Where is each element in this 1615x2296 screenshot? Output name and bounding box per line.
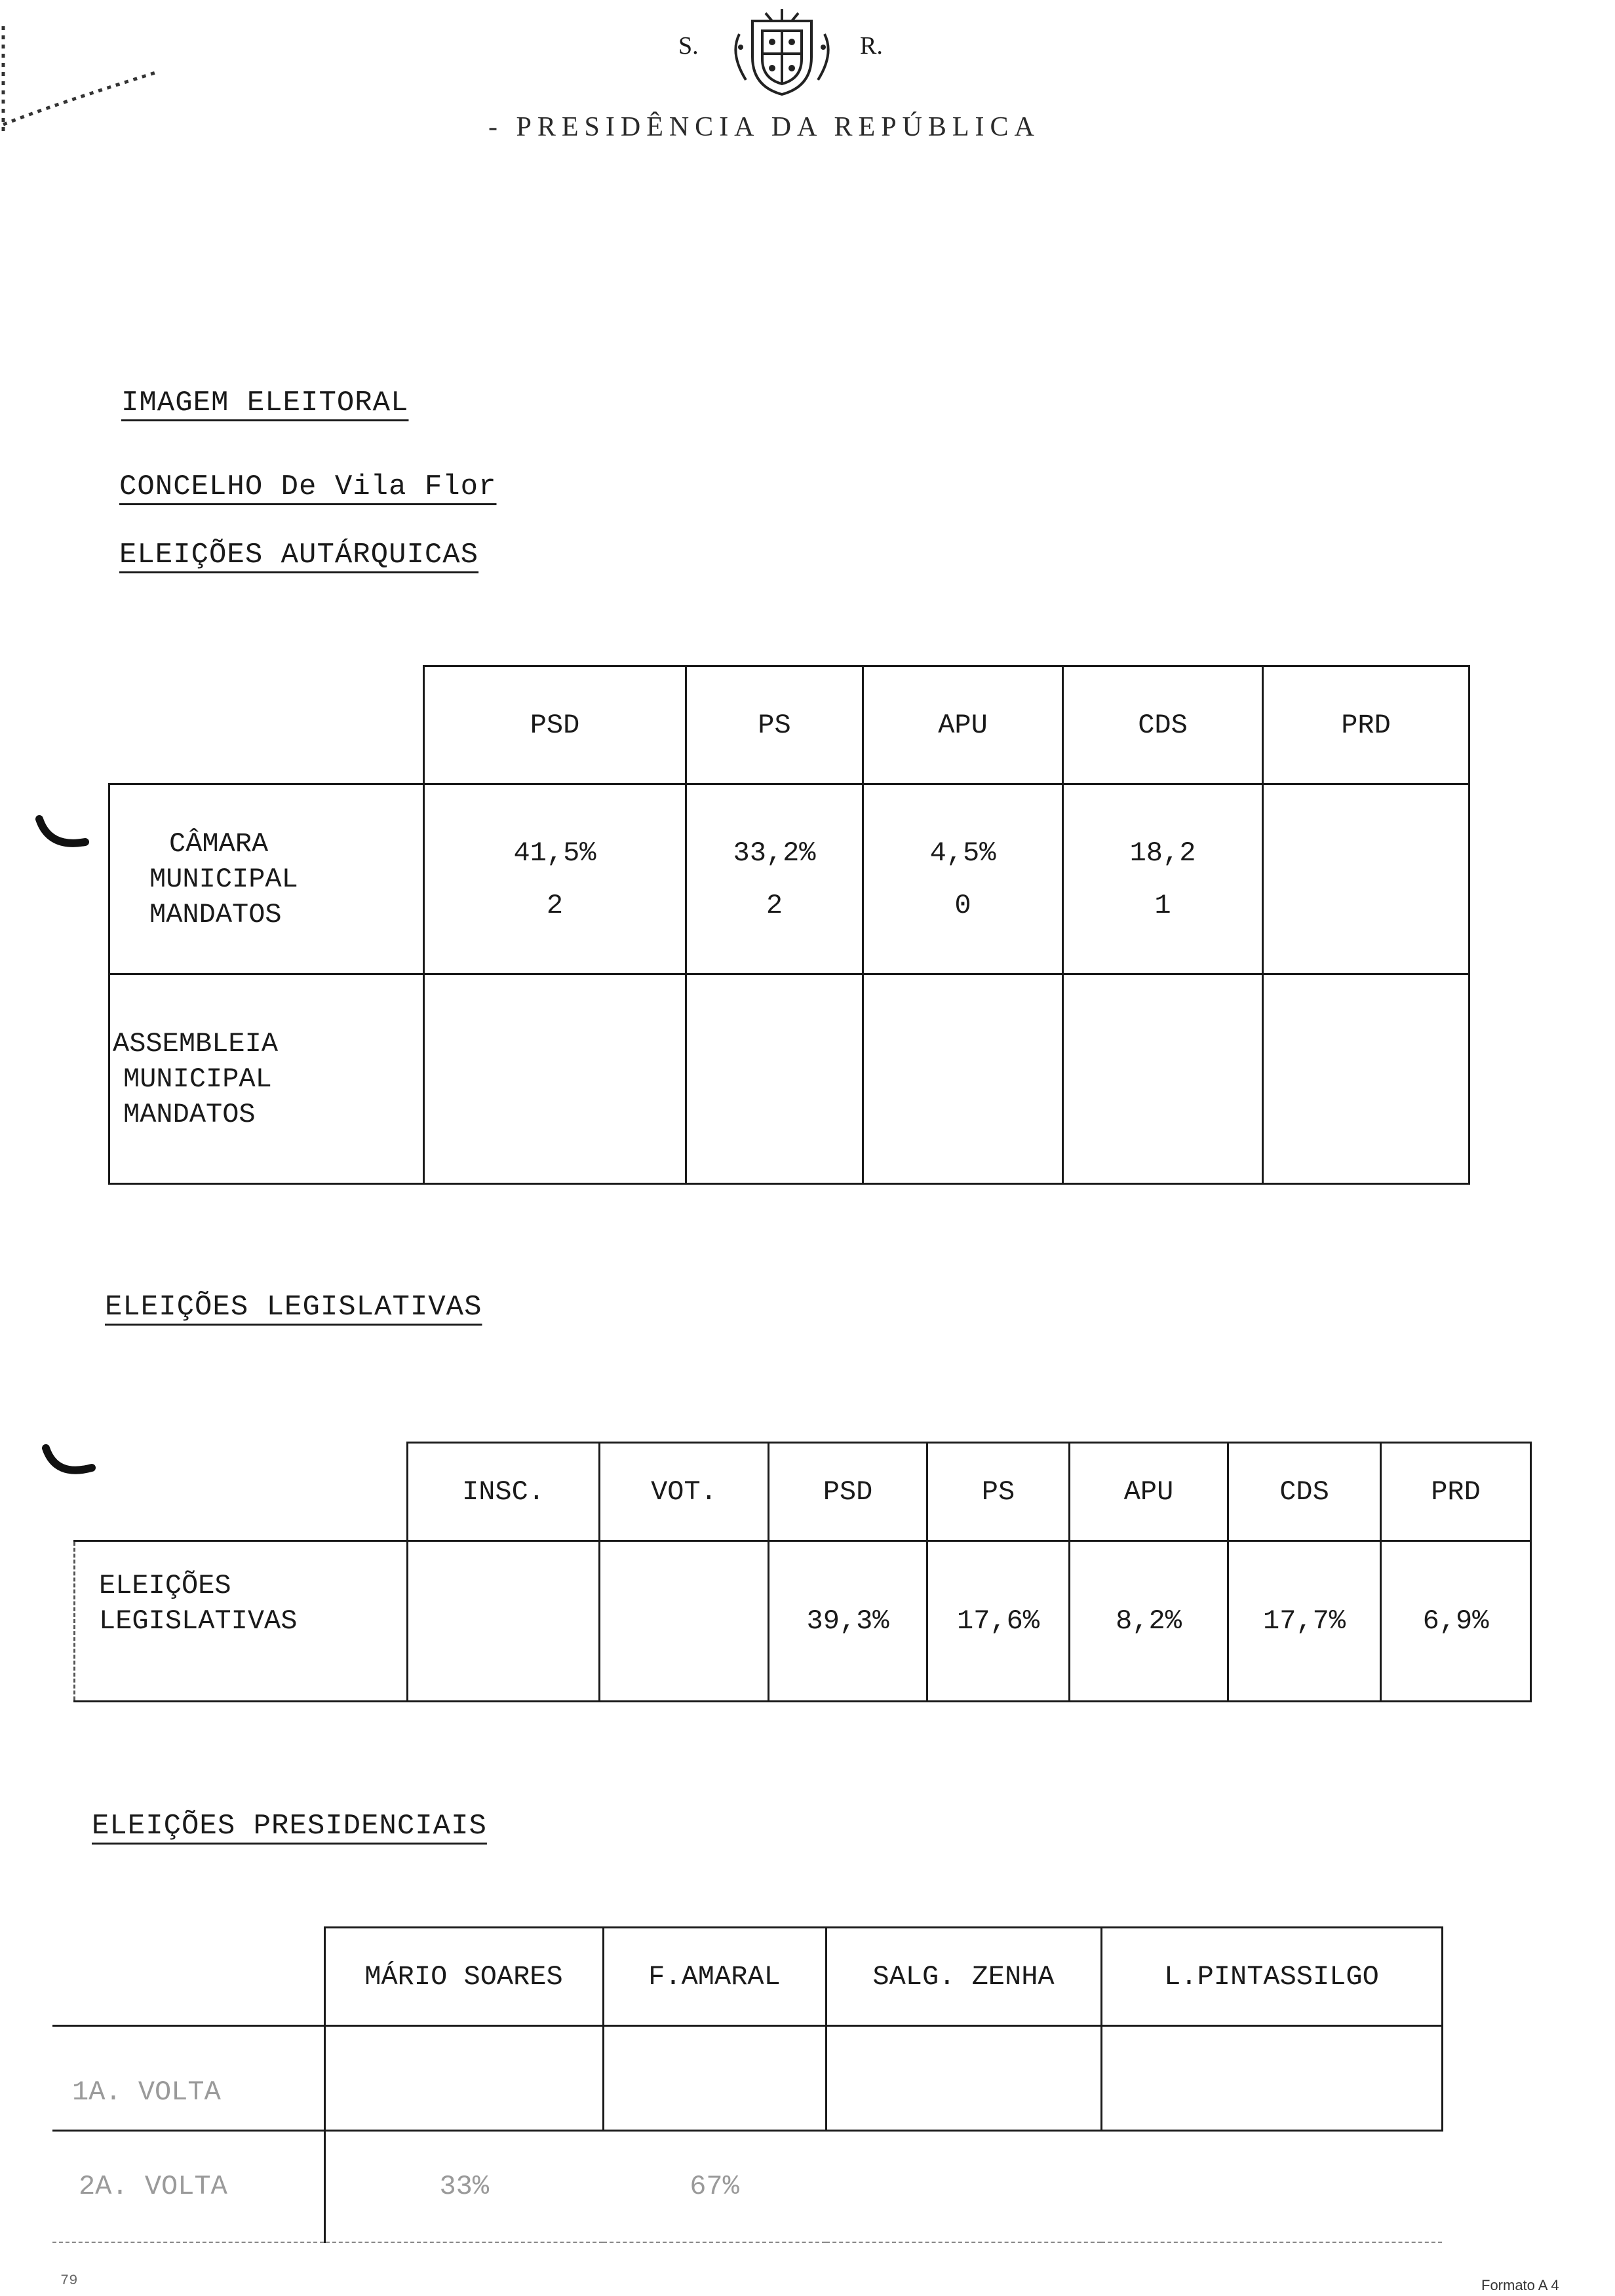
- column-header: PSD: [424, 666, 686, 784]
- letterhead-right-letter: R.: [860, 32, 883, 60]
- column-header: PS: [686, 666, 863, 784]
- letterhead-left-letter: S.: [678, 32, 699, 60]
- autarquicas-header-row: [109, 666, 1469, 784]
- table-cell: 6,9%: [1381, 1541, 1531, 1702]
- presidenciais-table: [52, 1926, 1443, 2243]
- autarquicas-heading: ELEIÇÕES AUTÁRQUICAS: [119, 539, 479, 571]
- column-header: F.AMARAL: [603, 1928, 826, 2026]
- table-cell: [408, 1541, 600, 1702]
- row-label: ASSEMBLEIA MUNICIPAL MANDATOS: [109, 974, 424, 1184]
- table-cell: [826, 2131, 1101, 2242]
- table-cell: [1263, 784, 1469, 974]
- column-header: L.PINTASSILGO: [1101, 1928, 1442, 2026]
- column-header: PSD: [769, 1443, 927, 1541]
- table-row: [109, 974, 1469, 1184]
- column-header: CDS: [1228, 1443, 1381, 1541]
- table-row: [52, 2131, 1442, 2242]
- row-label: ELEIÇÕES LEGISLATIVAS: [75, 1541, 408, 1702]
- legislativas-table: [73, 1442, 1532, 1702]
- column-header: PRD: [1263, 666, 1469, 784]
- table-cell: [863, 974, 1063, 1184]
- table-cell: [1101, 2026, 1442, 2131]
- table-cell: [1263, 974, 1469, 1184]
- legislativas-header-row: [75, 1443, 1531, 1541]
- column-header: PRD: [1381, 1443, 1531, 1541]
- column-header: MÁRIO SOARES: [324, 1928, 603, 2026]
- table-cell: 4,5% 0: [863, 784, 1063, 974]
- table-cell: 39,3%: [769, 1541, 927, 1702]
- autarquicas-table: [108, 665, 1470, 1185]
- table-cell: 67%: [603, 2131, 826, 2242]
- presidenciais-heading: ELEIÇÕES PRESIDENCIAIS: [92, 1810, 487, 1843]
- legislativas-heading: ELEIÇÕES LEGISLATIVAS: [105, 1291, 482, 1324]
- presidenciais-header-row: [52, 1928, 1442, 2026]
- column-header: APU: [1070, 1443, 1228, 1541]
- table-corner: [75, 1443, 408, 1541]
- table-cell: 8,2%: [1070, 1541, 1228, 1702]
- footer-format: Formato A 4: [1481, 2277, 1559, 2293]
- row-label: CÂMARA MUNICIPAL MANDATOS: [109, 784, 424, 974]
- row-label: 1A. VOLTA: [52, 2026, 324, 2131]
- table-cell: [1101, 2131, 1442, 2242]
- table-cell: 17,7%: [1228, 1541, 1381, 1702]
- table-cell: 41,5% 2: [424, 784, 686, 974]
- table-cell: [600, 1541, 769, 1702]
- column-header: CDS: [1063, 666, 1263, 784]
- punch-hole-mark-icon: [39, 1438, 105, 1491]
- table-cell: [424, 974, 686, 1184]
- table-cell: 17,6%: [927, 1541, 1070, 1702]
- table-cell: [603, 2026, 826, 2131]
- document-title: IMAGEM ELEITORAL: [121, 387, 409, 419]
- concelho-heading: CONCELHO De Vila Flor: [119, 470, 497, 503]
- table-cell: 33,2% 2: [686, 784, 863, 974]
- table-row: [109, 784, 1469, 974]
- table-corner: [109, 666, 424, 784]
- column-header: SALG. ZENHA: [826, 1928, 1101, 2026]
- column-header: PS: [927, 1443, 1070, 1541]
- coat-of-arms-icon: [726, 8, 838, 100]
- punch-hole-mark-icon: [33, 806, 98, 858]
- column-header: INSC.: [408, 1443, 600, 1541]
- table-row: [52, 2026, 1442, 2131]
- scan-smudge-icon: [0, 13, 170, 144]
- table-cell: [1063, 974, 1263, 1184]
- table-corner: [52, 1928, 324, 2026]
- table-cell: 33%: [324, 2131, 603, 2242]
- table-row: [75, 1541, 1531, 1702]
- row-label: 2A. VOLTA: [52, 2131, 324, 2242]
- table-cell: [324, 2026, 603, 2131]
- letterhead-title: - PRESIDÊNCIA DA REPÚBLICA: [488, 112, 1040, 142]
- table-cell: [686, 974, 863, 1184]
- table-cell: 18,2 1: [1063, 784, 1263, 974]
- table-cell: [826, 2026, 1101, 2131]
- column-header: VOT.: [600, 1443, 769, 1541]
- footer-page-number: 79: [60, 2272, 78, 2289]
- column-header: APU: [863, 666, 1063, 784]
